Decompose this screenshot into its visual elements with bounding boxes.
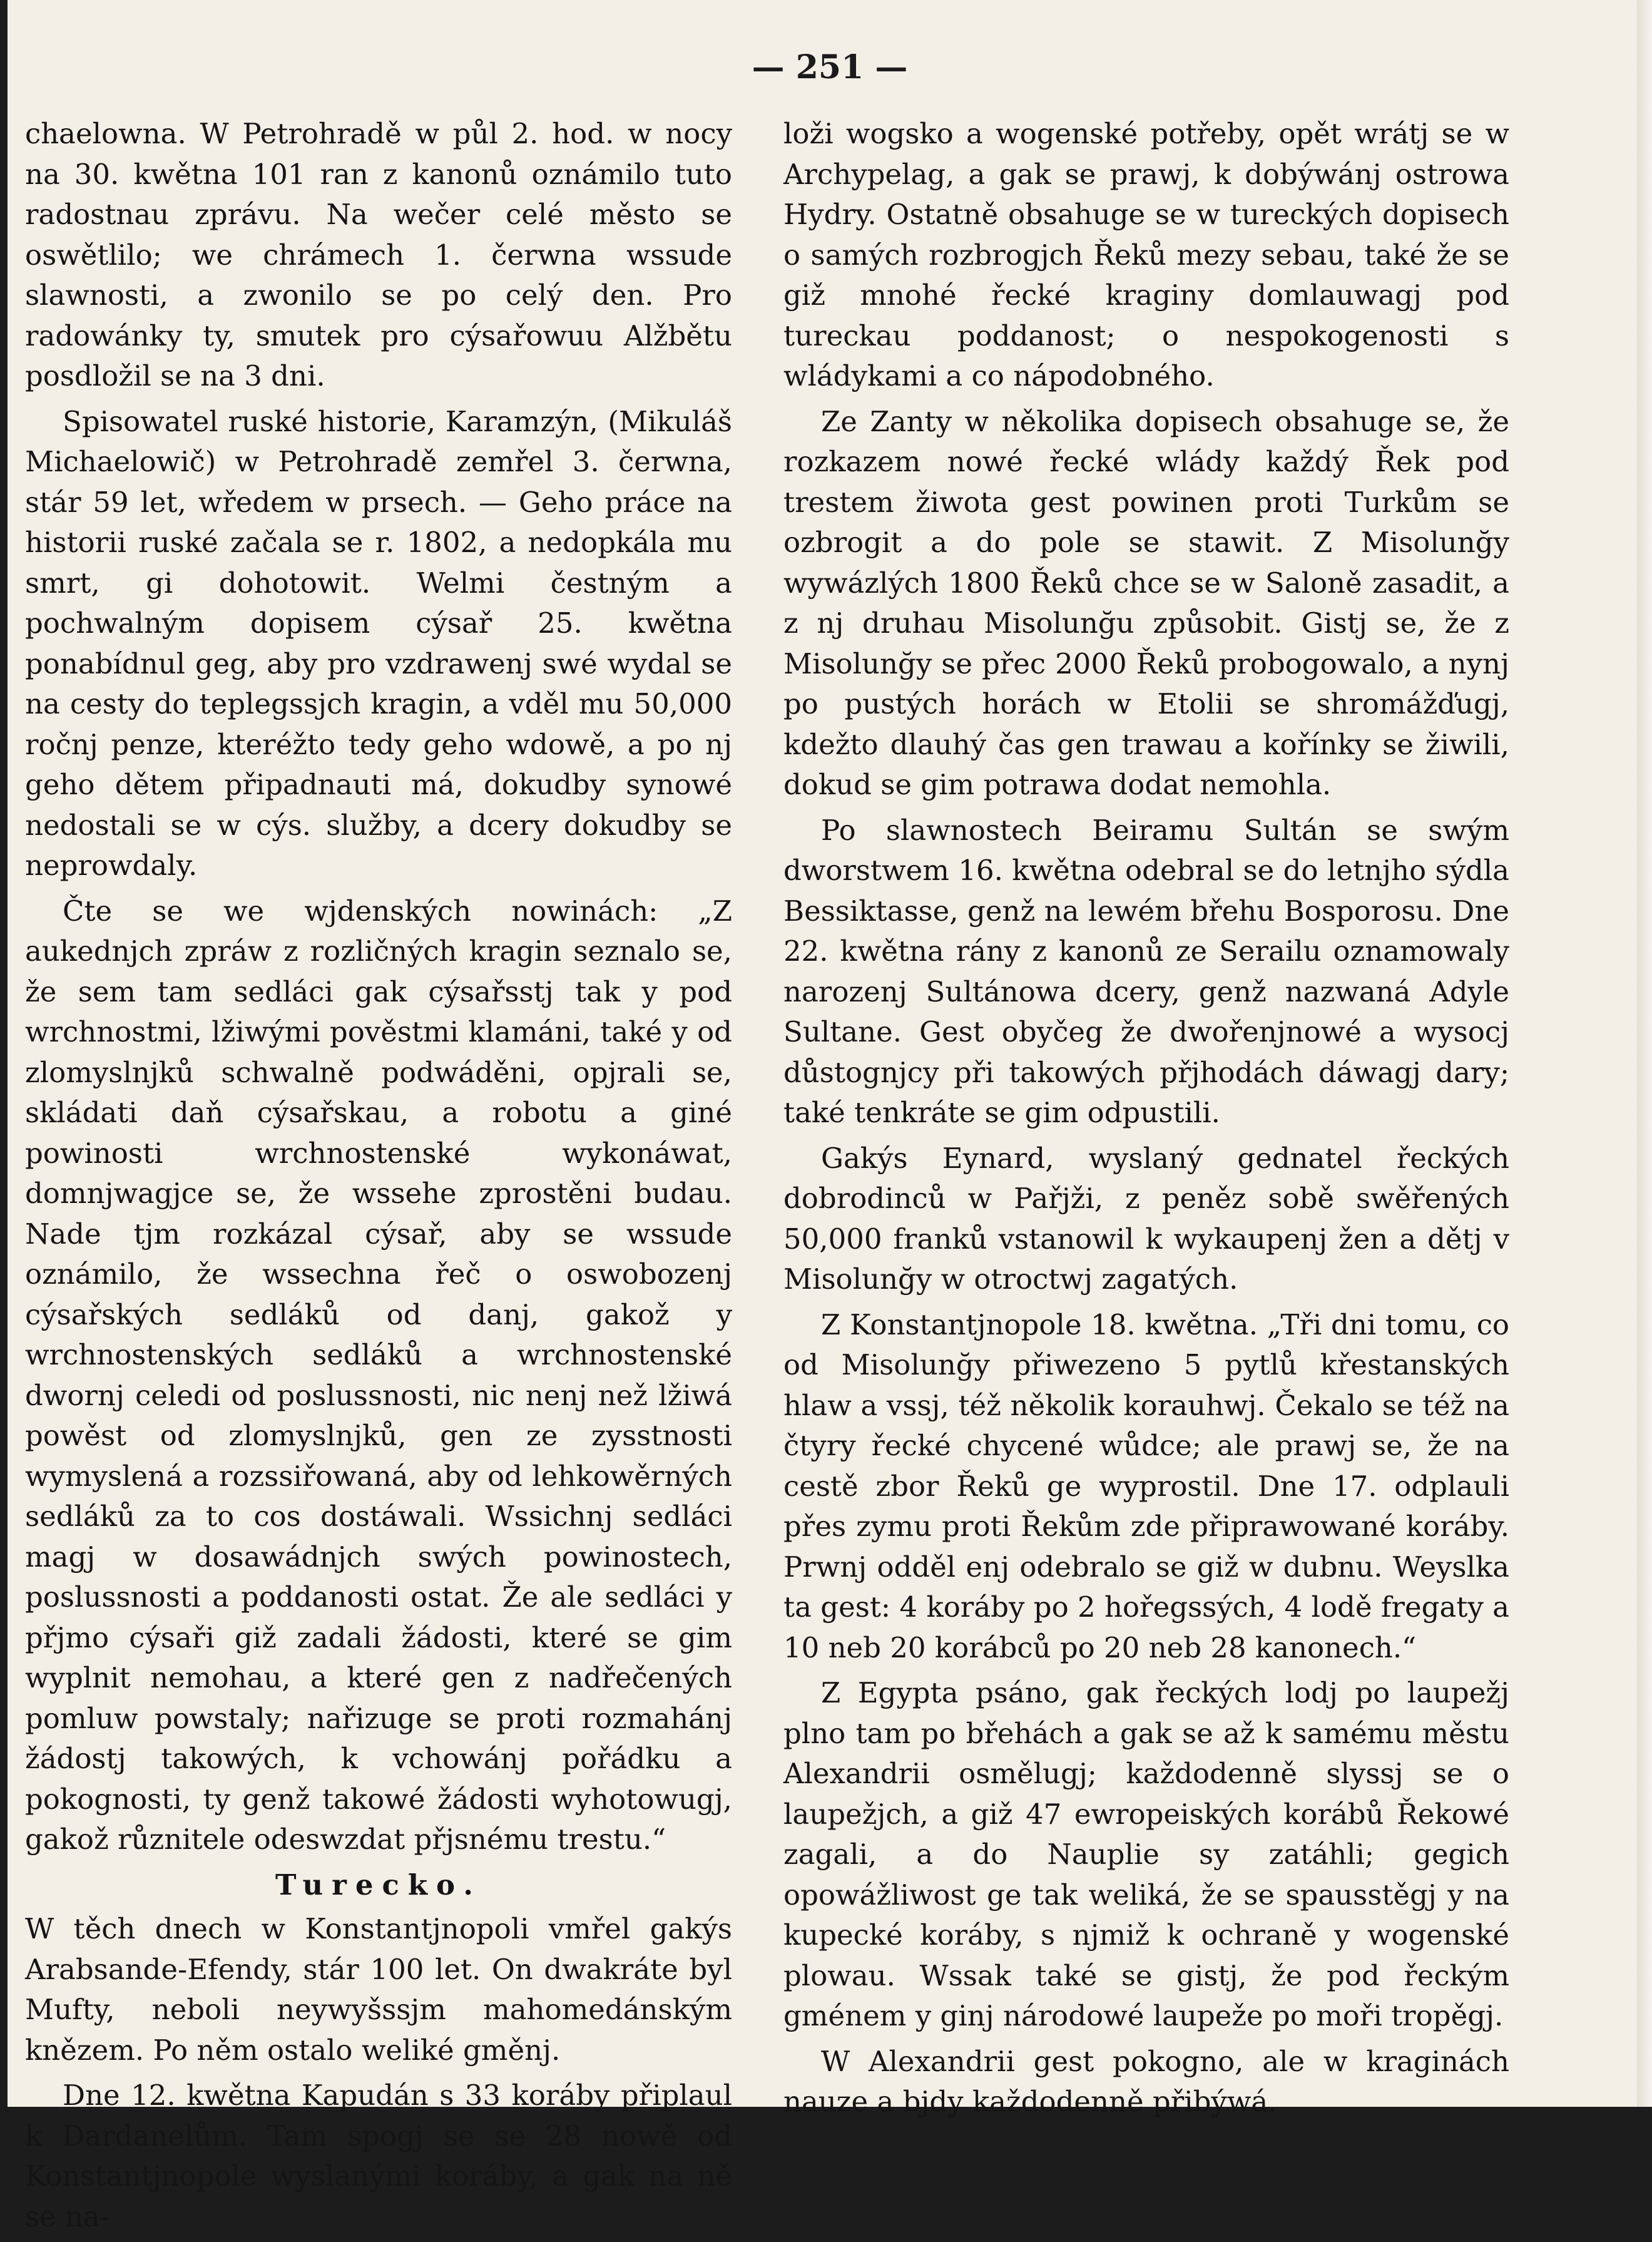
page-number: — 251 — <box>752 48 908 86</box>
paragraph: Spisowatel ruské historie, Karamzýn, (Mikuláš Michaelowič) w Petrohradě zemřel 3. čerwna, stár 59 let, wředem w prsech. — Geho práce na historii ruské začala se r. 1802, a nedopkála mu smrt, gi dohotowit. Welmi čestným a pochwalným dopisem cýsař 25. kwětna ponabídnul geg, aby pro vzdrawenj swé wydal se na cesty do teplegssjch kragin, a vděl mu 50,000 ročnj penze, kteréžto tedy geho wdowě, a po nj geho dětem připadnauti má, dokudby synowé nedostali se w cýs. služby, a dcery dokudby se neprowdaly. <box>25 404 732 882</box>
paragraph: chaelowna. W Petrohradě w půl 2. hod. w nocy na 30. kwětna 101 ran z kanonů oznámilo tuto radostnau zprávu. Na wečer celé město se oswětlilo; we chrámech 1. čerwna wssude slawnosti, a zwonilo se po celý den. Pro radowánky ty, smutek pro cýsařowuu Alžbětu posdložil se na 3 dni. <box>25 117 732 392</box>
paragraph: Dne 12. kwětna Kapudán s 33 koráby připlaul k Dardanelům. Tam spogj se se 28 nowě od Konstantjnopole wyslanými koráby, a gak na ně se na- <box>25 2079 732 2233</box>
right-column <box>783 114 1509 2127</box>
left-column <box>25 114 732 2242</box>
paragraph: W těch dnech w Konstantjnopoli vmřel gakýs Arabsande-Efendy, stár 100 let. On dwakráte byl Mufty, neboli neywyšssjm mahomedánským knězem. Po něm ostalo weliké gměnj. <box>25 1912 732 2067</box>
paragraph: Gakýs Eynard, wyslaný gednatel řeckých dobrodinců w Pařjži, z peněz sobě swěřených 50,000 franků vstanowil k wykaupenj žen a dětj v Misolunğy w otroctwj zagatých. <box>783 1141 1509 1296</box>
paragraph: Čte se we wjdenských nowinách: „Z aukednjch zpráw z rozličných kragin seznalo se, že sem tam sedláci gak cýsařsstj tak y pod wrchnostmi, lžiwými pověstmi klamáni, také y od zlomyslnjků schwalně podwáděni, opjrali se, skládati daň cýsařskau, a robotu a giné powinosti wrchnostenské wykonáwat, domnjwagjce se, že wssehe zprostěni budau. Nade tjm rozkázal cýsař, aby se wssude oznámilo, že wssechna řeč o oswobozenj cýsařských sedláků od danj, gakož y wrchnostenských sedláků a wrchnostenské dwornj celedi od poslussnosti, nic nenj než lžiwá powěst od zlomyslnjků, gen ze zysstnosti wymyslená a rozssiřowaná, aby od lehkowěrných sedláků za to cos dostáwali. Wssichnj sedláci magj w dosawádnjch swých powinostech, poslussnosti a poddanosti ostat. Že ale sedláci y přjmo cýsaři giž zadali žádosti, které se gim wyplnit nemohau, a které gen z nadřečených pomluw powstaly; nařizuge se proti rozmahánj žádostj takowých, k vchowánj pořádku a pokognosti, ty genž takowé žádosti wyhotowugj, gakož různitele odeswzdat přjsnému trestu.“ <box>25 894 732 1856</box>
section-heading: Turecko. <box>275 1868 482 1902</box>
paragraph: W Alexandrii gest pokogno, ale w kraginách nauze a bjdy každodenně přibýwá. <box>783 2044 1509 2118</box>
paragraph: Z Konstantjnopole 18. kwětna. „Tři dni tomu, co od Misolunğy přiwezeno 5 pytlů křestanských hlaw a vssj, též několik korauhwj. Čekalo se též na čtyry řecké chycené wůdce; ale prawj se, že na cestě zbor Řeků ge wyprostil. Dne 17. odplauli přes zymu proti Řekům zde připrawowané koráby. Prwnj odděl enj odebralo se giž w dubnu. Weyslka ta gest: 4 koráby po 2 hořegssých, 4 lodě fregaty a 10 neb 20 korábců po 20 neb 28 kanonech.“ <box>783 1308 1509 1664</box>
paragraph: Z Egypta psáno, gak řeckých lodj po laupežj plno tam po břehách a gak se až k samému městu Alexandrii osmělugj; každodenně slyssj se o laupežjch, a giž 47 ewropeiských korábů Řekowé zagali, a do Nauplie sy zatáhli; gegich opowážliwost ge tak weliká, že se spausstěgj y na kupecké koráby, s njmiž k ochraně y wogenské plowau. Wssak také se gistj, že pod řeckým gménem y ginj národowé laupeže po moři tropěgj. <box>783 1676 1509 2032</box>
paragraph: loži wogsko a wogenské potřeby, opět wrátj se w Archypelag, a gak se prawj, k dobýwánj ostrowa Hydry. Ostatně obsahuge se w tureckých dopisech o samých rozbrogjch Řeků mezy sebau, také že se giž mnohé řecké kraginy domlauwagj pod tureckau poddanost; o nespokogenosti s wládykami a co nápodobného. <box>783 117 1509 392</box>
paragraph: Ze Zanty w několika dopisech obsahuge se, že rozkazem nowé řecké wlády každý Řek pod trestem žiwota gest powinen proti Turkům se ozbrogit a do pole se stawit. Z Misolunğy wywázlých 1800 Řeků chce se w Saloně zasadit, a z nj druhau Misolunğu způsobit. Gistj se, že z Misolunğy se přec 2000 Řeků probogowalo, a nynj po pustých horách w Etolii se shromážďugj, kdežto dlauhý čas gen trawau a kořínky se žiwili, dokud se gim potrawa dodat nemohla. <box>783 404 1509 801</box>
newspaper-page <box>8 0 1652 2233</box>
paragraph: Po slawnostech Beiramu Sultán se swým dworstwem 16. kwětna odebral se do letnjho sýdla Bessiktasse, genž na lewém břehu Bosporosu. Dne 22. kwětna rány z kanonů ze Serailu oznamowaly narozenj Sultánowa dcery, genž nazwaná Adyle Sultane. Gest obyčeg že dwořenjnowé a wysocj důstognjcy při takowých přjhodách dáwagj dary; také tenkráte se gim odpustili. <box>783 813 1509 1129</box>
page-edge-shadow <box>1637 0 1652 2107</box>
